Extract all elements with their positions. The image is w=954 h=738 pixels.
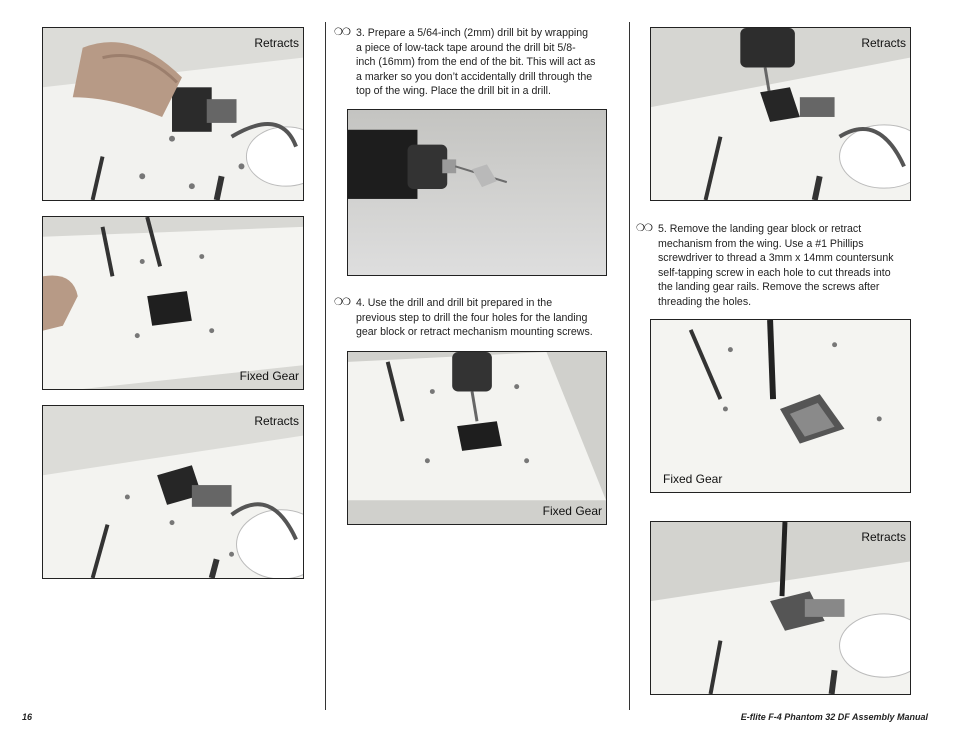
step-line: a piece of low-tack tape around the drill bit 5/8- — [356, 41, 576, 54]
step-text — [658, 222, 894, 310]
checkbox-icon[interactable]: ❍❍ — [334, 27, 350, 38]
page-number: 16 — [22, 712, 33, 722]
photo-label: Fixed Gear — [542, 504, 602, 518]
column-divider-right — [629, 22, 630, 710]
step-line: self-tapping screw in each hole to cut threads into — [658, 266, 891, 279]
manual-title: E-flite F-4 Phantom 32 DF Assembly Manual — [740, 712, 928, 722]
step-line: mechanism from the wing. Use a #1 Phillips — [658, 237, 864, 250]
photo-threading-fixed-gear — [650, 319, 911, 493]
step-line: previous step to drill the four holes for the landing — [356, 311, 588, 324]
step-text — [356, 26, 595, 99]
step-line: 5. Remove the landing gear block or retract — [658, 223, 862, 235]
photo-drilling-fixed-gear — [347, 351, 607, 525]
photo-fixed-gear-block — [42, 216, 304, 390]
photo-drill-with-taped-bit — [347, 109, 607, 276]
photo-label: Retracts — [254, 414, 299, 428]
photo-drilling-retracts — [650, 27, 911, 201]
wing-retracts-illustration — [43, 406, 303, 578]
wing-threading-illustration — [651, 522, 910, 694]
wing-threading-illustration — [651, 320, 910, 492]
step-line: the landing gear rails. Remove the screws after — [658, 281, 880, 294]
photo-label: Fixed Gear — [239, 369, 299, 383]
photo-label: Retracts — [254, 36, 299, 50]
wing-fixed-gear-illustration — [43, 217, 303, 389]
checkbox-icon[interactable]: ❍❍ — [636, 223, 652, 234]
photo-retracts-mechanism-hand — [42, 27, 304, 201]
step-line: gear block or retract mechanism mounting screws. — [356, 326, 593, 339]
step-line: 3. Prepare a 5/64-inch (2mm) drill bit by wrapping — [356, 27, 588, 39]
step-text — [356, 296, 593, 340]
wing-retracts-illustration — [43, 28, 303, 200]
step-line: threading the holes. — [658, 295, 752, 308]
photo-label: Retracts — [861, 36, 906, 50]
checkbox-icon[interactable]: ❍❍ — [334, 297, 350, 308]
step-line: inch (16mm) from the end of the bit. This will act as — [356, 56, 596, 69]
step-line: 4. Use the drill and drill bit prepared in the — [356, 297, 553, 309]
photo-retracts-installed — [42, 405, 304, 579]
photo-label: Retracts — [861, 530, 906, 544]
step-line: screwdriver to thread a 3mm x 14mm countersunk — [658, 252, 894, 265]
step-line: top of the wing. Place the drill bit in a drill. — [356, 85, 551, 98]
step-line: a marker so you don’t accidentally drill through the — [356, 70, 593, 83]
wing-drilling-illustration — [348, 352, 606, 524]
column-divider-left — [325, 22, 326, 710]
drill-illustration — [348, 110, 606, 275]
wing-drilling-illustration — [651, 28, 910, 200]
photo-threading-retracts — [650, 521, 911, 695]
photo-label: Fixed Gear — [663, 472, 723, 486]
